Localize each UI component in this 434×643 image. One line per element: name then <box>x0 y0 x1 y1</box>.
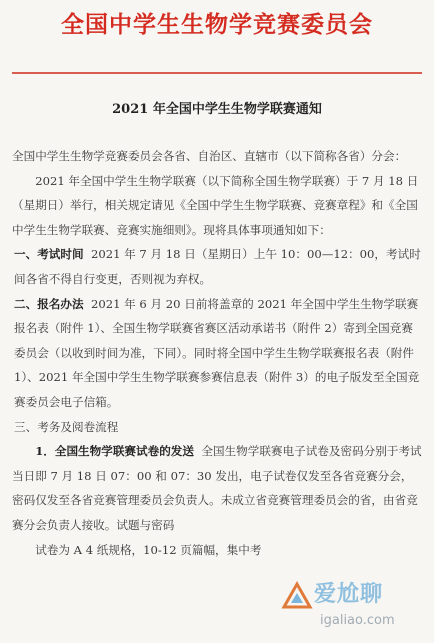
site-watermark <box>280 575 430 639</box>
section-3-heading: 三、考务及阅卷流程 <box>14 419 119 434</box>
intro-paragraph: 2021 年全国中学生生物学联赛（以下简称全国生物学联赛）于 7 月 18 日（星期日）举行，相关规定请见《全国中学生生物学联赛、竞赛章程》和《全国中学生生物学联赛、竞赛实施细则》。现将具体事项通知如下： <box>12 173 419 237</box>
watermark-url: igaliao.com <box>320 613 395 628</box>
section-1-heading: 一、考试时间 <box>14 247 84 262</box>
section-1-text: 2021 年 7 月 18 日（星期日）上午 10：00—12：00，考试时间各省不得自行变更，否则视为弃权。 <box>14 247 421 286</box>
salutation: 全国中学生生物学竞赛委员会各省、自治区、直辖市（以下简称各省）分会： <box>12 149 407 163</box>
document-title: 2021 年全国中学生生物学联赛通知 <box>112 102 322 117</box>
section-2-heading: 二、报名办法 <box>14 296 84 311</box>
section-2 <box>12 292 424 415</box>
section-3-item-1-text: 全国生物学联赛电子试卷及密码分别于考试当日即 7 月 18 日 07：00 和 07：30 发出，电子试卷仅发至各省竞赛分会，密码仅发至各省竞赛管理委员会负责人。未成立省竞赛管理委员会的省，由省竞赛分会负责人接收。试题与密码 <box>12 444 422 532</box>
section-1 <box>12 242 424 291</box>
section-2-text: 2021 年 6 月 20 日前将盖章的 2021 年全国中学生生物学联赛报名表（附件 1）、全国生物学联赛省赛区活动承诺书（附件 2）寄到全国竞赛委员会（以收到时间为准，下同）。同时将全国中学生生物学联赛报名表（附件 1）、2021 年全国中学生生物学联赛参赛信息表（附件 3）的电子版发至全国竞赛委员会电子信箱。 <box>14 296 420 409</box>
section-3-item-1 <box>12 439 424 537</box>
section-3-item-1-heading: 1．全国生物学联赛试卷的发送 <box>35 444 194 459</box>
letterhead-rule <box>12 72 422 74</box>
watermark-logo-icon <box>280 579 314 613</box>
document-body <box>12 144 424 562</box>
section-3-item-2: 试卷为 A 4 纸规格，10-12 页篇幅，集中考 <box>35 542 262 557</box>
letterhead: 全国中学生生物学竞赛委员会 <box>61 11 373 38</box>
watermark-text: 爱尬聊 <box>314 582 384 607</box>
